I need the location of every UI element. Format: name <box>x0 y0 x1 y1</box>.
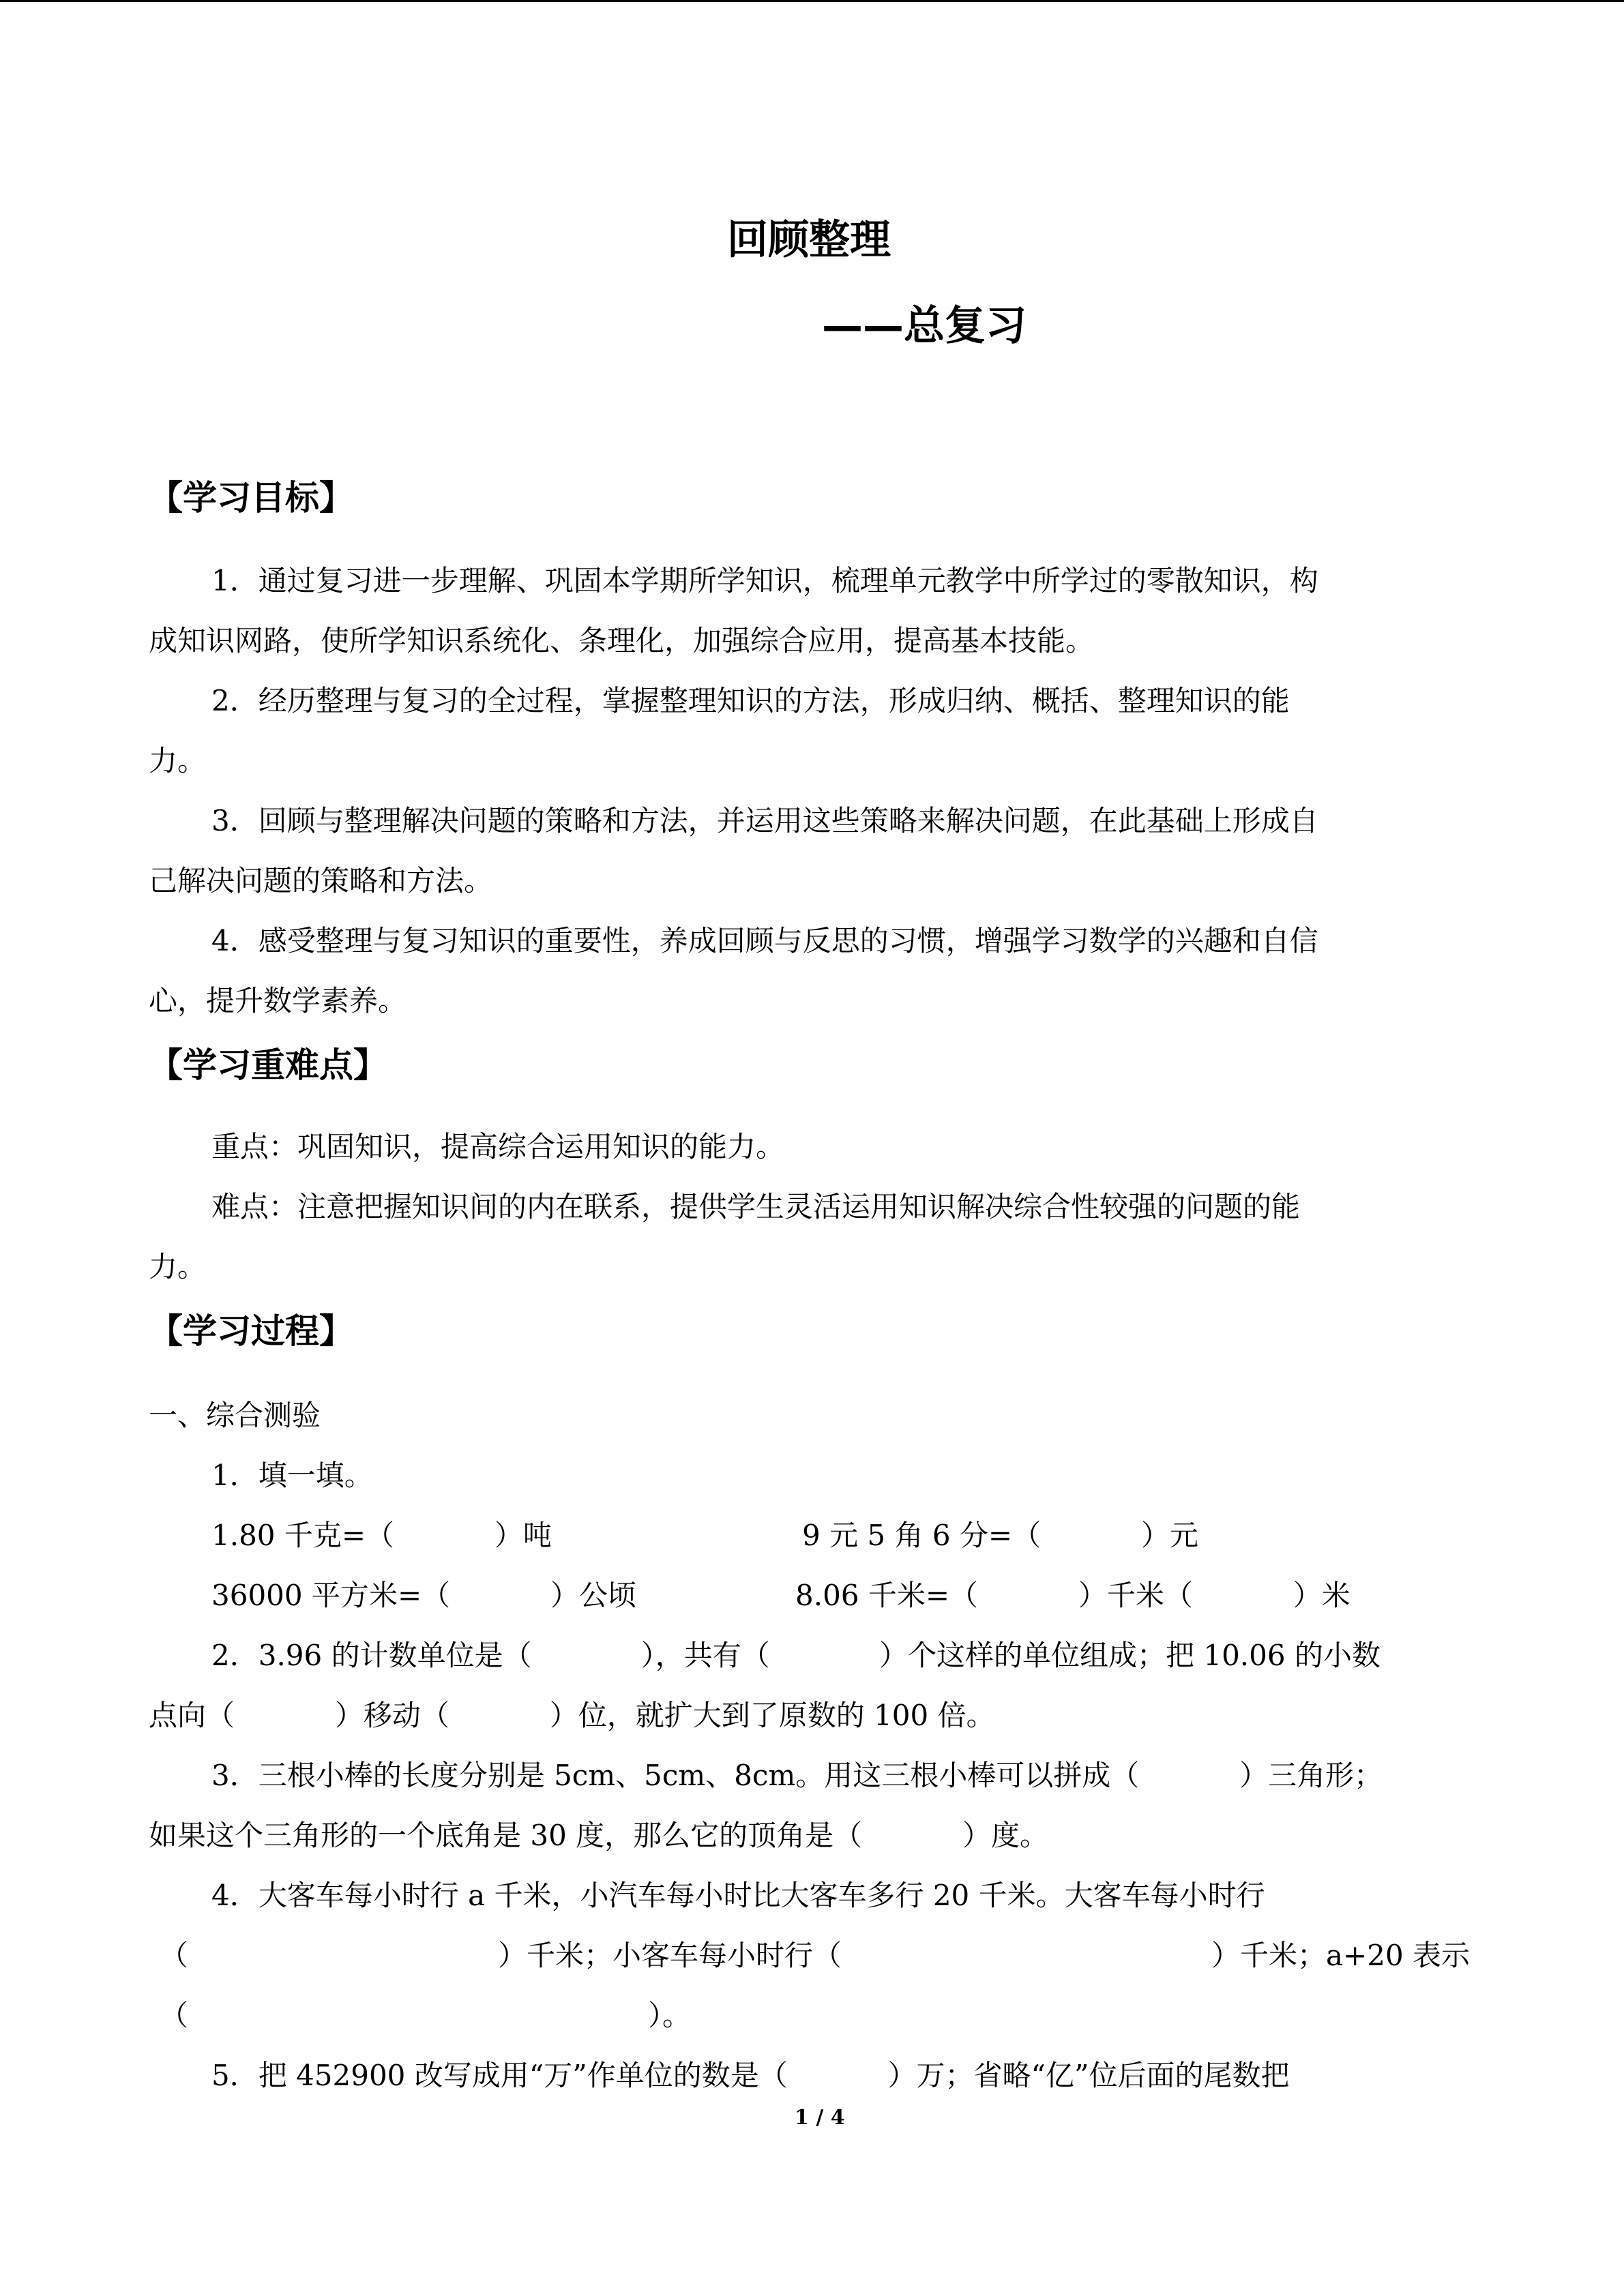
question-4-line-2-end: ）千米；a+20 表示 <box>1211 1939 1471 1972</box>
goal-2-line-2: 力。 <box>149 744 207 777</box>
goal-1-line-2: 成知识网路，使所学知识系统化、条理化，加强综合应用，提高基本技能。 <box>149 624 1095 657</box>
question-4-line-2-open: （ <box>160 1939 189 1972</box>
question-4-line-3-close: ）。 <box>648 1999 692 2032</box>
question-2-line-1: 2．3.96 的计数单位是（ ），共有（ ）个这样的单位组成；把 10.06 的小数 <box>211 1639 1381 1672</box>
goal-1-line-1: 1．通过复习进一步理解、巩固本学期所学知识，梳理单元教学中所学过的零散知识，构 <box>211 564 1318 597</box>
question-4-line-2-mid: ）千米；小客车每小时行（ <box>498 1939 842 1972</box>
question-2-line-2: 点向（ ）移动（ ）位，就扩大到了原数的 100 倍。 <box>149 1699 995 1732</box>
goal-2-line-1: 2．经历整理与复习的全过程，掌握整理知识的方法，形成归纳、概括、整理知识的能 <box>211 684 1290 717</box>
question-4-line-3-open: （ <box>160 1999 189 2032</box>
question-1a: 1.80 千克=（ ）吨 <box>211 1519 552 1552</box>
difficulty-line-2: 力。 <box>149 1250 207 1283</box>
doc-title: 回顾整理 <box>727 216 891 264</box>
question-1c: 36000 平方米=（ ）公顷 <box>211 1579 637 1612</box>
doc-subtitle: ——总复习 <box>822 302 1027 350</box>
goal-4-line-1: 4．感受整理与复习知识的重要性，养成回顾与反思的习惯，增强学习数学的兴趣和自信 <box>211 924 1318 957</box>
question-1b: 9 元 5 角 6 分=（ ）元 <box>802 1519 1198 1552</box>
question-1d: 8.06 千米=（ ）千米（ ）米 <box>795 1579 1350 1612</box>
goal-3-line-2: 己解决问题的策略和方法。 <box>149 864 493 897</box>
question-3-line-2: 如果这个三角形的一个底角是 30 度，那么它的顶角是（ ）度。 <box>149 1819 1049 1852</box>
section-1-title: 一、综合测验 <box>149 1399 321 1432</box>
question-1-title: 1．填一填。 <box>211 1459 373 1492</box>
question-5-line-1: 5．把 452900 改写成用“万”作单位的数是（ ）万；省略“亿”位后面的尾数把 <box>211 2059 1290 2092</box>
keypoints-heading: 【学习重难点】 <box>149 1045 387 1085</box>
goal-3-line-1: 3．回顾与整理解决问题的策略和方法，并运用这些策略来解决问题，在此基础上形成自 <box>211 804 1318 837</box>
key-point: 重点：巩固知识，提高综合运用知识的能力。 <box>211 1130 785 1163</box>
difficulty-line-1: 难点：注意把握知识间的内在联系，提供学生灵活运用知识解决综合性较强的问题的能 <box>211 1190 1301 1223</box>
question-3-line-1: 3．三根小棒的长度分别是 5cm、5cm、8cm。用这三根小棒可以拼成（ ）三角形； <box>211 1759 1383 1792</box>
page-number: 1 / 4 <box>795 2106 845 2130</box>
question-4-line-1: 4．大客车每小时行 a 千米，小汽车每小时比大客车多行 20 千米。大客车每小时行 <box>211 1879 1265 1912</box>
goal-4-line-2: 心，提升数学素养。 <box>149 984 407 1017</box>
process-heading: 【学习过程】 <box>149 1311 353 1351</box>
goals-heading: 【学习目标】 <box>149 478 353 518</box>
